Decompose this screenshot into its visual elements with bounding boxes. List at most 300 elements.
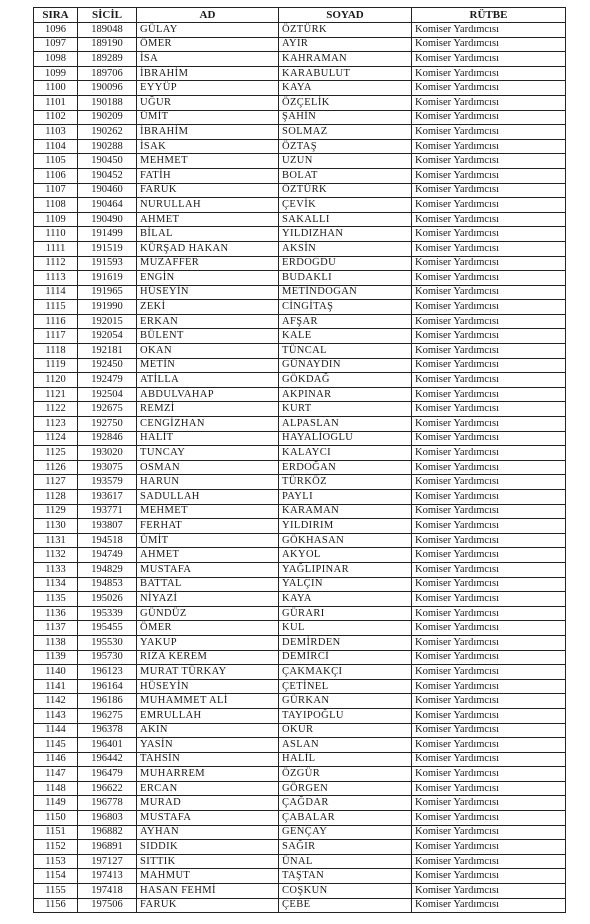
- cell-rutbe: Komiser Yardımcısı: [412, 271, 566, 286]
- cell-sira: 1153: [34, 854, 78, 869]
- cell-ad: OSMAN: [137, 460, 279, 475]
- cell-soyad: KALAYCI: [279, 446, 412, 461]
- cell-rutbe: Komiser Yardımcısı: [412, 621, 566, 636]
- cell-sira: 1137: [34, 621, 78, 636]
- cell-rutbe: Komiser Yardımcısı: [412, 533, 566, 548]
- cell-sira: 1116: [34, 314, 78, 329]
- cell-soyad: PAYLI: [279, 490, 412, 505]
- cell-sicil: 196778: [78, 796, 137, 811]
- cell-rutbe: Komiser Yardımcısı: [412, 519, 566, 534]
- cell-sicil: 195455: [78, 621, 137, 636]
- cell-ad: MURAT TÜRKAY: [137, 665, 279, 680]
- cell-sicil: 192504: [78, 387, 137, 402]
- table-row: [34, 329, 566, 344]
- cell-soyad: BUDAKLI: [279, 271, 412, 286]
- table-row: [34, 110, 566, 125]
- cell-sira: 1121: [34, 387, 78, 402]
- cell-soyad: GÜNAYDIN: [279, 358, 412, 373]
- table-row: [34, 635, 566, 650]
- table-row: [34, 665, 566, 680]
- cell-ad: YAKUP: [137, 635, 279, 650]
- cell-rutbe: Komiser Yardımcısı: [412, 460, 566, 475]
- cell-sira: 1126: [34, 460, 78, 475]
- table-row: [34, 708, 566, 723]
- cell-sicil: 192675: [78, 402, 137, 417]
- cell-ad: BÜLENT: [137, 329, 279, 344]
- cell-sira: 1114: [34, 285, 78, 300]
- cell-rutbe: Komiser Yardımcısı: [412, 387, 566, 402]
- cell-rutbe: Komiser Yardımcısı: [412, 548, 566, 563]
- table-row: [34, 781, 566, 796]
- cell-sira: 1106: [34, 168, 78, 183]
- cell-rutbe: Komiser Yardımcısı: [412, 358, 566, 373]
- cell-sicil: 191499: [78, 227, 137, 242]
- cell-ad: MUSTAFA: [137, 811, 279, 826]
- cell-sicil: 197418: [78, 884, 137, 899]
- cell-rutbe: Komiser Yardımcısı: [412, 125, 566, 140]
- table-row: [34, 738, 566, 753]
- cell-ad: ERCAN: [137, 781, 279, 796]
- cell-ad: FARUK: [137, 183, 279, 198]
- cell-rutbe: Komiser Yardımcısı: [412, 562, 566, 577]
- cell-ad: GÜNDÜZ: [137, 606, 279, 621]
- cell-sicil: 191965: [78, 285, 137, 300]
- cell-rutbe: Komiser Yardımcısı: [412, 198, 566, 213]
- cell-rutbe: Komiser Yardımcısı: [412, 767, 566, 782]
- cell-soyad: ERDOĞDU: [279, 256, 412, 271]
- cell-rutbe: Komiser Yardımcısı: [412, 314, 566, 329]
- table-row: [34, 139, 566, 154]
- cell-rutbe: Komiser Yardımcısı: [412, 446, 566, 461]
- cell-soyad: AKSİN: [279, 241, 412, 256]
- table-row: [34, 344, 566, 359]
- cell-sicil: 196891: [78, 840, 137, 855]
- table-row: [34, 95, 566, 110]
- header-sira: SIRA: [34, 8, 78, 23]
- cell-soyad: TAYIPOĞLU: [279, 708, 412, 723]
- cell-ad: ENGİN: [137, 271, 279, 286]
- table-row: [34, 519, 566, 534]
- cell-ad: CENGİZHAN: [137, 417, 279, 432]
- cell-ad: NİYAZİ: [137, 592, 279, 607]
- cell-rutbe: Komiser Yardımcısı: [412, 650, 566, 665]
- cell-soyad: SOLMAZ: [279, 125, 412, 140]
- cell-soyad: KAHRAMAN: [279, 52, 412, 67]
- table-row: [34, 198, 566, 213]
- cell-soyad: KARAMAN: [279, 504, 412, 519]
- cell-ad: İBRAHİM: [137, 66, 279, 81]
- cell-rutbe: Komiser Yardımcısı: [412, 431, 566, 446]
- cell-ad: HALİT: [137, 431, 279, 446]
- table-row: [34, 621, 566, 636]
- cell-sira: 1151: [34, 825, 78, 840]
- cell-ad: FERHAT: [137, 519, 279, 534]
- table-row: [34, 300, 566, 315]
- cell-soyad: ÇAĞDAR: [279, 796, 412, 811]
- cell-sira: 1148: [34, 781, 78, 796]
- cell-ad: EYYÜP: [137, 81, 279, 96]
- table-row: [34, 37, 566, 52]
- cell-sira: 1124: [34, 431, 78, 446]
- header-rutbe: RÜTBE: [412, 8, 566, 23]
- cell-rutbe: Komiser Yardımcısı: [412, 592, 566, 607]
- cell-rutbe: Komiser Yardımcısı: [412, 811, 566, 826]
- table-body: [34, 23, 566, 913]
- cell-rutbe: Komiser Yardımcısı: [412, 256, 566, 271]
- cell-ad: UĞUR: [137, 95, 279, 110]
- cell-sira: 1135: [34, 592, 78, 607]
- cell-sicil: 196479: [78, 767, 137, 782]
- cell-sicil: 190460: [78, 183, 137, 198]
- cell-rutbe: Komiser Yardımcısı: [412, 504, 566, 519]
- cell-ad: BİLAL: [137, 227, 279, 242]
- table-row: [34, 811, 566, 826]
- cell-rutbe: Komiser Yardımcısı: [412, 168, 566, 183]
- cell-sicil: 191593: [78, 256, 137, 271]
- cell-sira: 1154: [34, 869, 78, 884]
- cell-rutbe: Komiser Yardımcısı: [412, 241, 566, 256]
- cell-ad: ABDULVAHAP: [137, 387, 279, 402]
- cell-soyad: KAYA: [279, 592, 412, 607]
- cell-sira: 1130: [34, 519, 78, 534]
- cell-sira: 1125: [34, 446, 78, 461]
- cell-ad: BATTAL: [137, 577, 279, 592]
- cell-sira: 1109: [34, 212, 78, 227]
- cell-ad: FATİH: [137, 168, 279, 183]
- cell-ad: SADULLAH: [137, 490, 279, 505]
- table-row: [34, 271, 566, 286]
- cell-soyad: GENÇAY: [279, 825, 412, 840]
- cell-sira: 1120: [34, 373, 78, 388]
- table-row: [34, 373, 566, 388]
- cell-ad: OKAN: [137, 344, 279, 359]
- cell-sira: 1123: [34, 417, 78, 432]
- cell-sira: 1100: [34, 81, 78, 96]
- cell-sicil: 191619: [78, 271, 137, 286]
- cell-sicil: 192054: [78, 329, 137, 344]
- header-soyad: SOYAD: [279, 8, 412, 23]
- table-row: [34, 898, 566, 913]
- cell-rutbe: Komiser Yardımcısı: [412, 300, 566, 315]
- cell-ad: ÖMER: [137, 37, 279, 52]
- cell-rutbe: Komiser Yardımcısı: [412, 227, 566, 242]
- cell-ad: MUSTAFA: [137, 562, 279, 577]
- cell-sira: 1098: [34, 52, 78, 67]
- cell-ad: İSAK: [137, 139, 279, 154]
- table-row: [34, 592, 566, 607]
- cell-ad: ÜMİT: [137, 110, 279, 125]
- table-row: [34, 446, 566, 461]
- cell-sira: 1119: [34, 358, 78, 373]
- cell-sira: 1111: [34, 241, 78, 256]
- cell-soyad: AKPINAR: [279, 387, 412, 402]
- table-row: [34, 884, 566, 899]
- cell-rutbe: Komiser Yardımcısı: [412, 723, 566, 738]
- cell-rutbe: Komiser Yardımcısı: [412, 781, 566, 796]
- cell-rutbe: Komiser Yardımcısı: [412, 52, 566, 67]
- table-row: [34, 490, 566, 505]
- roster-sheet: [33, 7, 565, 913]
- cell-rutbe: Komiser Yardımcısı: [412, 23, 566, 38]
- cell-soyad: ÖZGÜR: [279, 767, 412, 782]
- cell-ad: HASAN FEHMİ: [137, 884, 279, 899]
- cell-sira: 1101: [34, 95, 78, 110]
- cell-sicil: 194749: [78, 548, 137, 563]
- table-row: [34, 52, 566, 67]
- cell-ad: SIDDIK: [137, 840, 279, 855]
- table-row: [34, 825, 566, 840]
- cell-sicil: 193807: [78, 519, 137, 534]
- cell-sicil: 196882: [78, 825, 137, 840]
- cell-sicil: 193579: [78, 475, 137, 490]
- cell-sira: 1150: [34, 811, 78, 826]
- cell-soyad: KARABULUT: [279, 66, 412, 81]
- cell-ad: EMRULLAH: [137, 708, 279, 723]
- cell-ad: KÜRŞAD HAKAN: [137, 241, 279, 256]
- cell-soyad: KAYA: [279, 81, 412, 96]
- cell-soyad: KUL: [279, 621, 412, 636]
- cell-soyad: ERDOĞAN: [279, 460, 412, 475]
- cell-sicil: 196803: [78, 811, 137, 826]
- table-row: [34, 402, 566, 417]
- cell-soyad: TÜNCAL: [279, 344, 412, 359]
- cell-sira: 1107: [34, 183, 78, 198]
- cell-sira: 1138: [34, 635, 78, 650]
- cell-soyad: BOLAT: [279, 168, 412, 183]
- cell-ad: İBRAHİM: [137, 125, 279, 140]
- cell-soyad: CİNGİTAŞ: [279, 300, 412, 315]
- cell-ad: ÜMİT: [137, 533, 279, 548]
- cell-sicil: 196622: [78, 781, 137, 796]
- cell-rutbe: Komiser Yardımcısı: [412, 825, 566, 840]
- cell-soyad: KURT: [279, 402, 412, 417]
- cell-sira: 1144: [34, 723, 78, 738]
- cell-sira: 1133: [34, 562, 78, 577]
- cell-rutbe: Komiser Yardımcısı: [412, 139, 566, 154]
- cell-rutbe: Komiser Yardımcısı: [412, 475, 566, 490]
- cell-soyad: TÜRKÖZ: [279, 475, 412, 490]
- cell-sira: 1134: [34, 577, 78, 592]
- cell-sira: 1131: [34, 533, 78, 548]
- table-row: [34, 606, 566, 621]
- cell-rutbe: Komiser Yardımcısı: [412, 81, 566, 96]
- cell-ad: TUNCAY: [137, 446, 279, 461]
- cell-sicil: 189190: [78, 37, 137, 52]
- cell-sicil: 192181: [78, 344, 137, 359]
- cell-rutbe: Komiser Yardımcısı: [412, 329, 566, 344]
- cell-sira: 1102: [34, 110, 78, 125]
- cell-rutbe: Komiser Yardımcısı: [412, 344, 566, 359]
- table-row: [34, 533, 566, 548]
- cell-sicil: 192750: [78, 417, 137, 432]
- cell-sicil: 193075: [78, 460, 137, 475]
- table-row: [34, 387, 566, 402]
- cell-sicil: 195530: [78, 635, 137, 650]
- cell-ad: REMZİ: [137, 402, 279, 417]
- cell-sicil: 194853: [78, 577, 137, 592]
- cell-rutbe: Komiser Yardımcısı: [412, 183, 566, 198]
- cell-ad: MUHAMMET ALİ: [137, 694, 279, 709]
- cell-soyad: METİNDOĞAN: [279, 285, 412, 300]
- cell-sicil: 194829: [78, 562, 137, 577]
- cell-sira: 1132: [34, 548, 78, 563]
- cell-rutbe: Komiser Yardımcısı: [412, 708, 566, 723]
- cell-ad: HARUN: [137, 475, 279, 490]
- cell-ad: AYHAN: [137, 825, 279, 840]
- cell-sira: 1117: [34, 329, 78, 344]
- cell-sira: 1118: [34, 344, 78, 359]
- cell-rutbe: Komiser Yardımcısı: [412, 402, 566, 417]
- cell-rutbe: Komiser Yardımcısı: [412, 694, 566, 709]
- cell-sira: 1136: [34, 606, 78, 621]
- cell-soyad: GÜRARI: [279, 606, 412, 621]
- cell-sira: 1142: [34, 694, 78, 709]
- cell-ad: MUZAFFER: [137, 256, 279, 271]
- cell-sira: 1127: [34, 475, 78, 490]
- cell-sira: 1105: [34, 154, 78, 169]
- cell-rutbe: Komiser Yardımcısı: [412, 679, 566, 694]
- cell-sicil: 194518: [78, 533, 137, 548]
- cell-sira: 1108: [34, 198, 78, 213]
- cell-ad: İSA: [137, 52, 279, 67]
- cell-sira: 1096: [34, 23, 78, 38]
- table-row: [34, 212, 566, 227]
- table-row: [34, 358, 566, 373]
- cell-rutbe: Komiser Yardımcısı: [412, 869, 566, 884]
- cell-ad: MUHARREM: [137, 767, 279, 782]
- cell-rutbe: Komiser Yardımcısı: [412, 37, 566, 52]
- cell-sicil: 196442: [78, 752, 137, 767]
- cell-sicil: 192015: [78, 314, 137, 329]
- cell-rutbe: Komiser Yardımcısı: [412, 635, 566, 650]
- cell-soyad: GÖRGEN: [279, 781, 412, 796]
- cell-soyad: GÜRKAN: [279, 694, 412, 709]
- cell-sicil: 196401: [78, 738, 137, 753]
- cell-ad: HÜSEYİN: [137, 679, 279, 694]
- cell-soyad: COŞKUN: [279, 884, 412, 899]
- cell-rutbe: Komiser Yardımcısı: [412, 840, 566, 855]
- cell-soyad: OKUR: [279, 723, 412, 738]
- cell-sicil: 189048: [78, 23, 137, 38]
- cell-ad: HÜSEYİN: [137, 285, 279, 300]
- cell-sicil: 195730: [78, 650, 137, 665]
- cell-sira: 1143: [34, 708, 78, 723]
- cell-rutbe: Komiser Yardımcısı: [412, 577, 566, 592]
- cell-sicil: 190209: [78, 110, 137, 125]
- table-row: [34, 562, 566, 577]
- cell-rutbe: Komiser Yardımcısı: [412, 738, 566, 753]
- cell-sira: 1155: [34, 884, 78, 899]
- cell-soyad: TAŞTAN: [279, 869, 412, 884]
- cell-ad: TAHSİN: [137, 752, 279, 767]
- cell-ad: SITTIK: [137, 854, 279, 869]
- cell-rutbe: Komiser Yardımcısı: [412, 66, 566, 81]
- cell-soyad: DEMİRDEN: [279, 635, 412, 650]
- cell-sicil: 191990: [78, 300, 137, 315]
- cell-sicil: 190188: [78, 95, 137, 110]
- cell-ad: YASİN: [137, 738, 279, 753]
- cell-rutbe: Komiser Yardımcısı: [412, 490, 566, 505]
- cell-rutbe: Komiser Yardımcısı: [412, 606, 566, 621]
- cell-ad: GÜLAY: [137, 23, 279, 38]
- table-row: [34, 227, 566, 242]
- cell-soyad: AYIR: [279, 37, 412, 52]
- table-row: [34, 431, 566, 446]
- cell-soyad: ÇEVİK: [279, 198, 412, 213]
- cell-sicil: 196275: [78, 708, 137, 723]
- cell-soyad: SAĞIR: [279, 840, 412, 855]
- cell-sicil: 192450: [78, 358, 137, 373]
- cell-sira: 1097: [34, 37, 78, 52]
- cell-sicil: 192846: [78, 431, 137, 446]
- cell-sicil: 197127: [78, 854, 137, 869]
- table-row: [34, 752, 566, 767]
- cell-soyad: DEMİRCİ: [279, 650, 412, 665]
- cell-sira: 1122: [34, 402, 78, 417]
- table-row: [34, 23, 566, 38]
- table-row: [34, 694, 566, 709]
- cell-ad: AHMET: [137, 548, 279, 563]
- cell-soyad: ÖZTÜRK: [279, 183, 412, 198]
- cell-sicil: 196378: [78, 723, 137, 738]
- cell-sira: 1104: [34, 139, 78, 154]
- cell-soyad: HAYALİOĞLU: [279, 431, 412, 446]
- cell-ad: FARUK: [137, 898, 279, 913]
- cell-sicil: 190490: [78, 212, 137, 227]
- table-row: [34, 168, 566, 183]
- cell-soyad: ÖZTÜRK: [279, 23, 412, 38]
- table-row: [34, 723, 566, 738]
- cell-sira: 1128: [34, 490, 78, 505]
- table-row: [34, 504, 566, 519]
- cell-soyad: ÇAKMAKÇI: [279, 665, 412, 680]
- table-row: [34, 314, 566, 329]
- personnel-table: [33, 7, 566, 913]
- table-row: [34, 285, 566, 300]
- cell-soyad: YALÇIN: [279, 577, 412, 592]
- table-row: [34, 840, 566, 855]
- cell-soyad: KALE: [279, 329, 412, 344]
- cell-sicil: 191519: [78, 241, 137, 256]
- cell-sicil: 195339: [78, 606, 137, 621]
- cell-soyad: YILDIRIM: [279, 519, 412, 534]
- cell-rutbe: Komiser Yardımcısı: [412, 154, 566, 169]
- cell-rutbe: Komiser Yardımcısı: [412, 898, 566, 913]
- cell-rutbe: Komiser Yardımcısı: [412, 110, 566, 125]
- cell-rutbe: Komiser Yardımcısı: [412, 373, 566, 388]
- cell-ad: MEHMET: [137, 154, 279, 169]
- cell-sira: 1156: [34, 898, 78, 913]
- header-ad: AD: [137, 8, 279, 23]
- table-row: [34, 125, 566, 140]
- cell-soyad: AKYOL: [279, 548, 412, 563]
- cell-soyad: ÇABALAR: [279, 811, 412, 826]
- cell-ad: ATİLLA: [137, 373, 279, 388]
- cell-rutbe: Komiser Yardımcısı: [412, 752, 566, 767]
- cell-rutbe: Komiser Yardımcısı: [412, 854, 566, 869]
- cell-ad: MURAD: [137, 796, 279, 811]
- cell-soyad: GÖKDAĞ: [279, 373, 412, 388]
- table-row: [34, 679, 566, 694]
- cell-sira: 1141: [34, 679, 78, 694]
- cell-sira: 1103: [34, 125, 78, 140]
- cell-sicil: 190464: [78, 198, 137, 213]
- cell-sira: 1147: [34, 767, 78, 782]
- cell-ad: RIZA KEREM: [137, 650, 279, 665]
- cell-rutbe: Komiser Yardımcısı: [412, 417, 566, 432]
- cell-sira: 1140: [34, 665, 78, 680]
- cell-rutbe: Komiser Yardımcısı: [412, 212, 566, 227]
